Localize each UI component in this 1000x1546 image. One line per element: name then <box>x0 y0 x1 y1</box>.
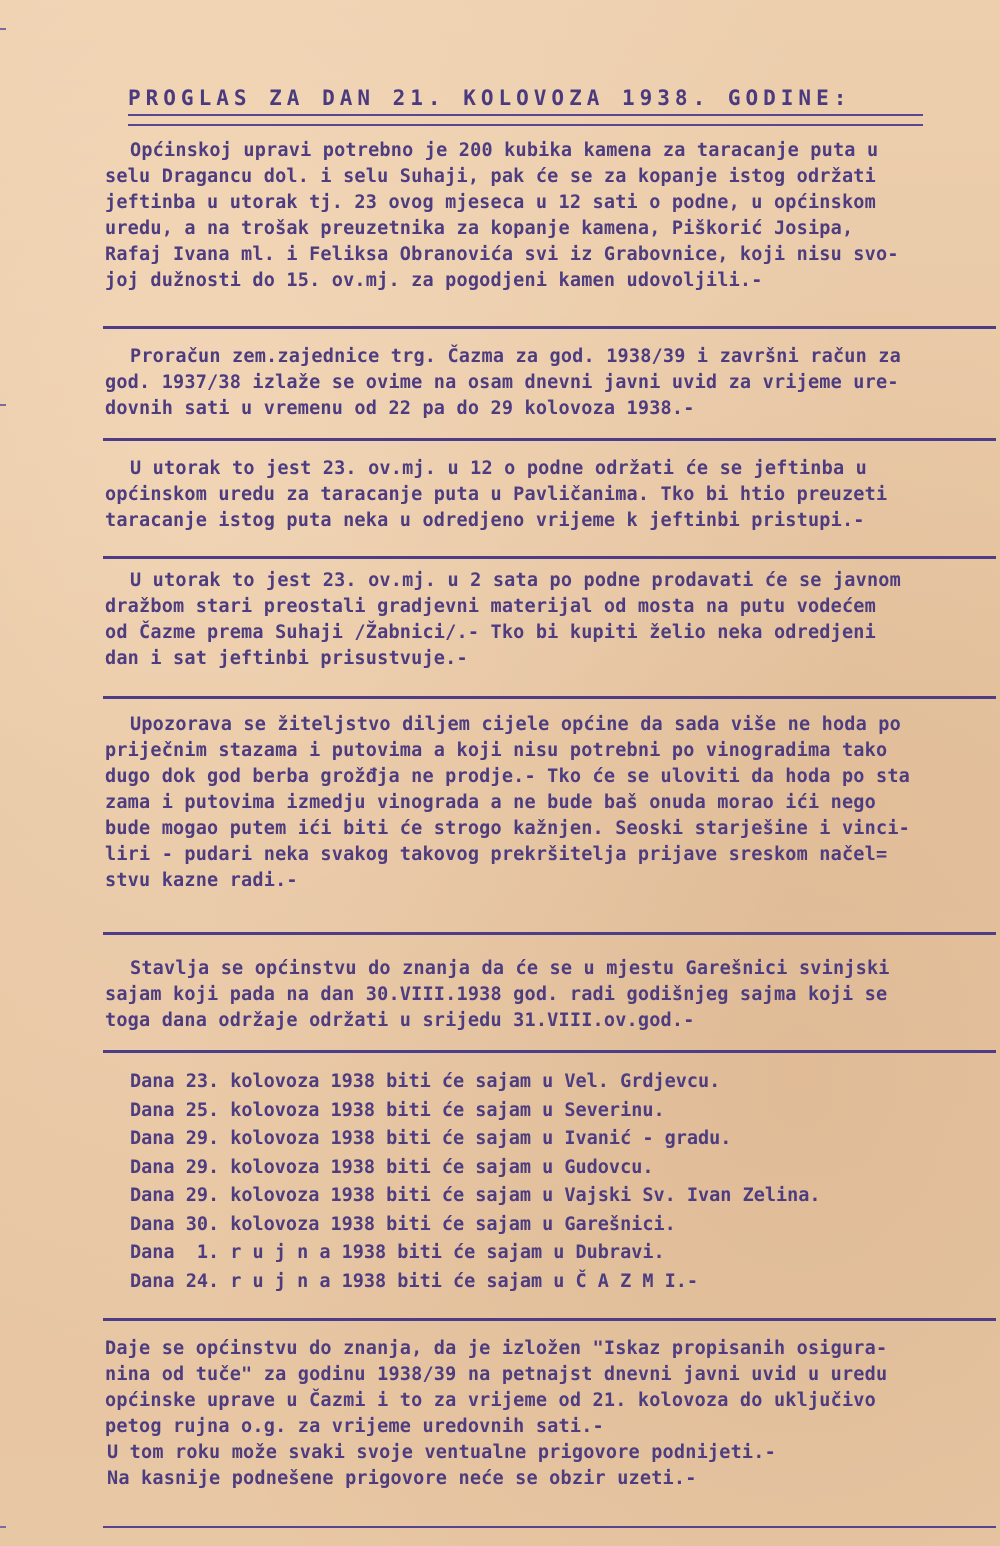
text-line: U utorak to jest 23. ov.mj. u 12 o podne održati će se jeftinba u <box>130 458 867 479</box>
margin-mark <box>0 404 6 406</box>
notice-garesnica-fair <box>105 956 985 1034</box>
text-line: priječnim stazama i putovima a koji nisu potrebni po vinogradima tako <box>105 740 888 761</box>
section-divider <box>103 696 996 699</box>
title-double-rule <box>128 114 923 126</box>
text-line: Rafaj Ivana ml. i Feliksa Obranovića svi iz Grabovnice, koji nisu svo- <box>105 244 899 265</box>
margin-mark <box>0 1526 6 1528</box>
text-line: zama i putovima izmedju vinograda a ne bude baš onuda morao ići nego <box>105 792 876 813</box>
text-line: Proračun zem.zajednice trg. Čazma za god. 1938/39 i završni račun za <box>130 346 901 367</box>
notice-pavlicani-road <box>105 456 985 534</box>
text-line: jeftinba u utorak tj. 23 ovog mjeseca u 12 sati o podne, u općinskom <box>105 192 876 213</box>
text-line: joj dužnosti do 15. ov.mj. za pogodjeni kamen udovoljili.- <box>105 270 763 291</box>
notice-bridge-auction <box>105 568 985 672</box>
notice-hail-insurance <box>105 1336 985 1492</box>
text-line: liri - pudari neka svakog takovog prekršitelja prijave sreskom načel= <box>105 844 888 865</box>
text-line: taracanje istog puta neka u odredjeno vrijeme k jeftinbi pristupi.- <box>105 510 865 531</box>
fair-list-item: Dana 30. kolovoza 1938 biti će sajam u Garešnici. <box>130 1213 676 1235</box>
section-divider <box>103 438 996 441</box>
section-divider <box>103 326 996 329</box>
text-line: stvu kazne radi.- <box>105 870 298 891</box>
fair-list <box>130 1068 821 1296</box>
fair-list-item: Dana 24. r u j n a 1938 biti će sajam u Č A Z M I.- <box>130 1270 699 1292</box>
fair-list-item: Dana 29. kolovoza 1938 biti će sajam u Vajski Sv. Ivan Zelina. <box>130 1185 821 1206</box>
section-divider <box>103 1050 996 1053</box>
text-line: petog rujna o.g. za vrijeme uredovnih sati.- <box>105 1416 604 1437</box>
margin-mark <box>0 28 6 30</box>
section-divider <box>103 1526 996 1528</box>
text-line: općinske uprave u Čazmi i to za vrijeme od 21. kolovoza do uključivo <box>105 1390 876 1411</box>
text-line: dovnih sati u vremenu od 22 pa do 29 kolovoza 1938.- <box>105 398 695 419</box>
text-line: dugo dok god berba grožđja ne prodje.- Tko će se uloviti da hoda po sta <box>105 766 910 787</box>
text-line: dan i sat jeftinbi prisustvuje.- <box>105 648 468 669</box>
text-line: sajam koji pada na dan 30.VIII.1938 god. radi godišnjeg sajma koji se <box>105 984 888 1005</box>
text-line: U tom roku može svaki svoje ventualne prigovore podnijeti.- <box>107 1442 776 1463</box>
notice-vineyard-paths <box>105 712 985 894</box>
text-line: god. 1937/38 izlaže se ovime na osam dnevni javni uvid za vrijeme ure- <box>105 372 899 393</box>
notice-budget <box>105 344 985 422</box>
fair-list-item: Dana 25. kolovoza 1938 biti će sajam u Severinu. <box>130 1099 665 1121</box>
text-line: selu Dragancu dol. i selu Suhaji, pak će se za kopanje istog održati <box>105 166 876 187</box>
text-line: od Čazme prema Suhaji /Žabnici/.- Tko bi kupiti želio neka odredjeni <box>105 622 876 643</box>
page-title: PROGLAS ZA DAN 21. KOLOVOZA 1938. GODINE: <box>128 86 852 110</box>
text-line: toga dana održaje održati u srijedu 31.VIII.ov.god.- <box>105 1010 695 1031</box>
text-line: Općinskoj upravi potrebno je 200 kubika kamena za taracanje puta u <box>130 140 879 161</box>
text-line: Upozorava se žiteljstvo diljem cijele općine da sada više ne hoda po <box>130 714 901 735</box>
text-line: općinskom uredu za taracanje puta u Pavličanima. Tko bi htio preuzeti <box>105 484 888 505</box>
fair-list-item: Dana 29. kolovoza 1938 biti će sajam u Gudovcu. <box>130 1156 654 1178</box>
text-line: bude mogao putem ići biti će strogo kažnjen. Seoski starješine i vinci- <box>105 818 910 839</box>
notice-stone-paving <box>105 138 985 294</box>
section-divider <box>103 556 996 559</box>
section-divider <box>103 932 996 935</box>
text-line: Stavlja se općinstvu do znanja da će se u mjestu Garešnici svinjski <box>130 958 890 979</box>
title-block <box>128 86 928 126</box>
text-line: dražbom stari preostali gradjevni materijal od mosta na putu vodećem <box>105 596 876 617</box>
fair-list-item: Dana 23. kolovoza 1938 biti će sajam u Vel. Grdjevcu. <box>130 1071 721 1092</box>
fair-list-item: Dana 1. r u j n a 1938 biti će sajam u Dubravi. <box>130 1242 665 1263</box>
text-line: U utorak to jest 23. ov.mj. u 2 sata po podne prodavati će se javnom <box>130 570 901 591</box>
fair-list-item: Dana 29. kolovoza 1938 biti će sajam u Ivanić - gradu. <box>130 1128 732 1149</box>
text-line: nina od tuče" za godinu 1938/39 na petnajst dnevni javni uvid u uredu <box>105 1364 888 1385</box>
section-divider <box>103 1318 996 1321</box>
text-line: uredu, a na trošak preuzetnika za kopanje kamena, Piškorić Josipa, <box>105 218 854 239</box>
text-line: Daje se općinstvu do znanja, da je izložen "Iskaz propisanih osigura- <box>105 1338 888 1359</box>
text-line: Na kasnije podnešene prigovore neće se obzir uzeti.- <box>107 1468 697 1489</box>
